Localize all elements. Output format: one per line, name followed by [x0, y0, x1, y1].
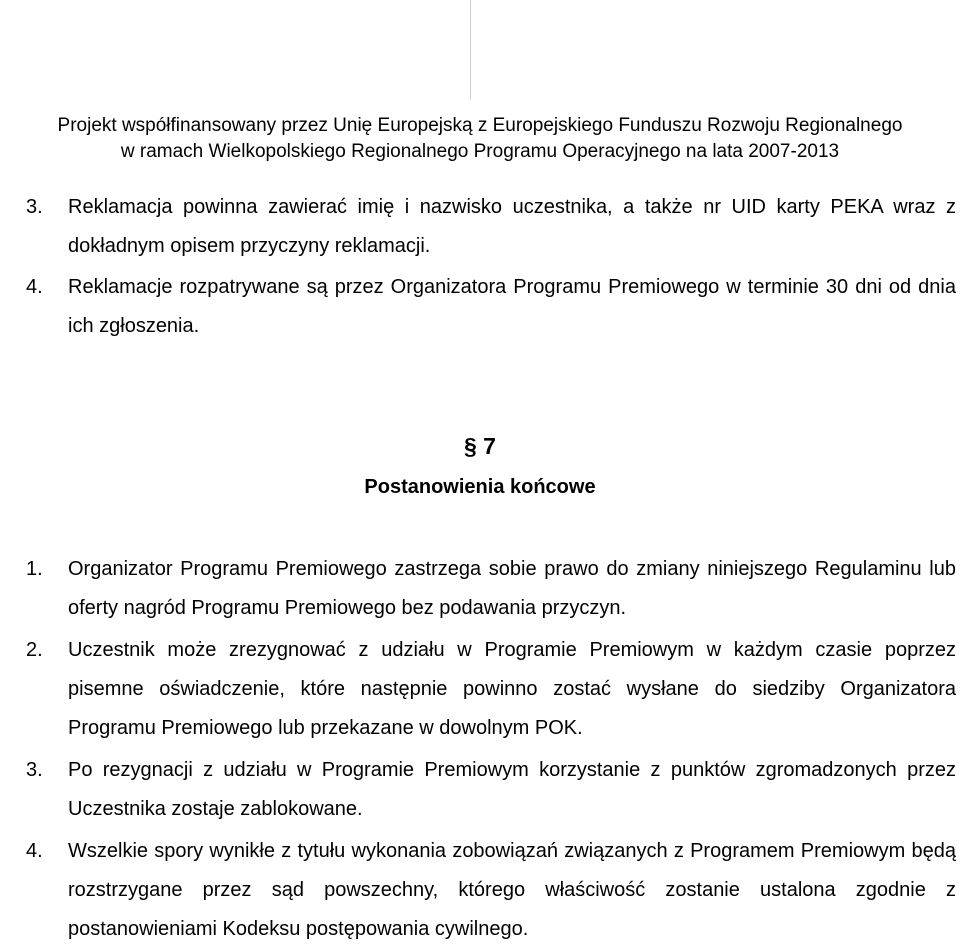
scan-divider-line [470, 0, 471, 100]
list-item [26, 550, 956, 628]
list-item [26, 268, 956, 346]
list-item [26, 188, 956, 266]
list-item-number: 4. [26, 840, 43, 862]
section-title: Postanowienia końcowe [364, 476, 596, 498]
header-line-1: Projekt współfinansowany przez Unię Europejską z Europejskiego Funduszu Rozwoju Regionalnego [57, 115, 903, 136]
list-item-number: 4. [26, 276, 43, 298]
list-item-text: Po rezygnacji z udziału w Programie Premiowym korzystanie z punktów zgromadzonych przez Uczestnika zostaje zablokowane. [68, 759, 956, 820]
list-item [26, 832, 956, 949]
list-item-text: Uczestnik może zrezygnować z udziału w Programie Premiowym w każdym czasie poprzez pisemne oświadczenie, które następnie powinno zostać wysłane do siedziby Organizatora Programu Premiowego lub przekazane w dowolnym POK. [68, 639, 956, 739]
list-item-number: 3. [26, 759, 43, 781]
list-item-text: Reklamacja powinna zawierać imię i nazwisko uczestnika, a także nr UID karty PEKA wraz z dokładnym opisem przyczyny reklamacji. [68, 196, 956, 257]
list-item [26, 751, 956, 829]
list-item [26, 631, 956, 748]
header-line-2: w ramach Wielkopolskiego Regionalnego Programu Operacyjnego na lata 2007-2013 [120, 141, 840, 162]
section-number: § 7 [464, 433, 496, 459]
list-item-text: Reklamacje rozpatrywane są przez Organizatora Programu Premiowego w terminie 30 dni od dnia ich zgłoszenia. [68, 276, 956, 337]
list-item-number: 3. [26, 196, 43, 218]
list-item-number: 2. [26, 639, 43, 661]
list-item-text: Wszelkie spory wynikłe z tytułu wykonania zobowiązań związanych z Programem Premiowym będą rozstrzygane przez sąd powszechny, którego właściwość zostanie ustalona zgodnie z postanowieniami Kodeksu postępowania cywilnego. [68, 840, 956, 940]
list-item-text: Organizator Programu Premiowego zastrzega sobie prawo do zmiany niniejszego Regulaminu lub oferty nagród Programu Premiowego bez podawania przyczyn. [68, 558, 956, 619]
list-item-number: 1. [26, 558, 43, 580]
